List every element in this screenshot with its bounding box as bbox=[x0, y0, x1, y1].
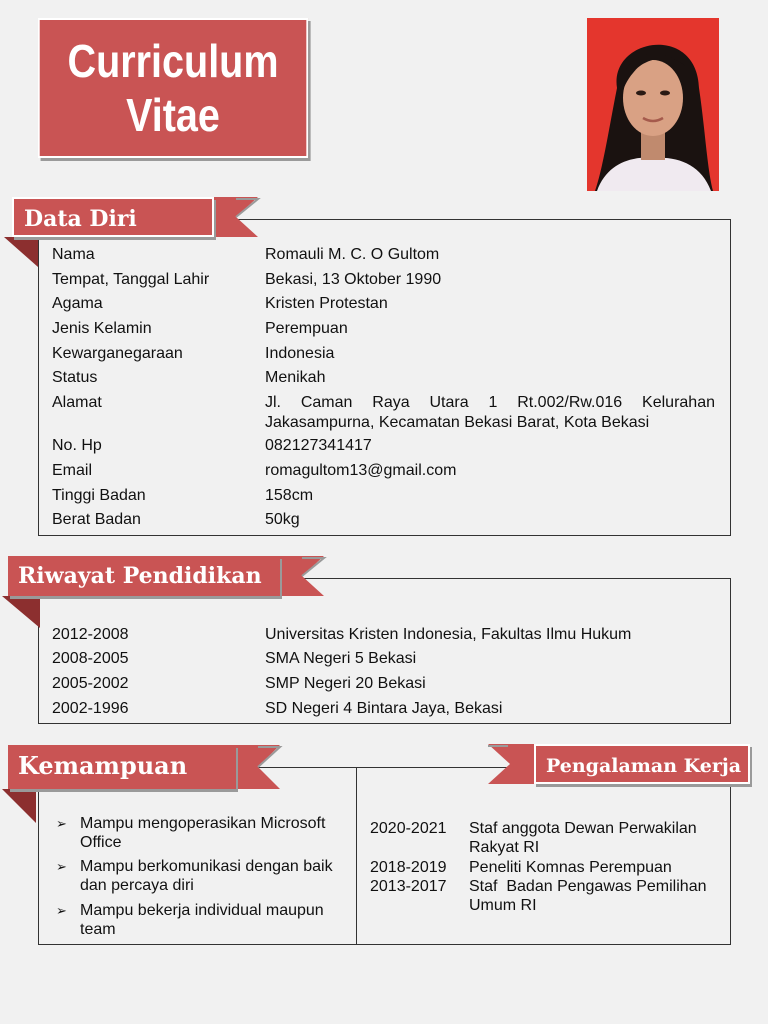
title-line-2: Vitae bbox=[126, 89, 220, 141]
field-label: Agama bbox=[52, 295, 103, 312]
skill-text: Mampu bekerja individual maupun team bbox=[80, 902, 324, 938]
field-label: Tinggi Badan bbox=[52, 487, 146, 504]
field-value: Jl. Caman Raya Utara 1 Rt.002/Rw.016 Kelurahan Jakasampurna, Kecamatan Bekasi Barat, Kota Bekasi bbox=[265, 394, 715, 431]
field-value: Menikah bbox=[265, 369, 326, 386]
exp-desc: Staf Badan Pengawas Pemilihan Umum RI bbox=[469, 878, 711, 914]
edu-years: 2002-1996 bbox=[52, 700, 129, 717]
kemampuan-title: Kemampuan bbox=[8, 745, 236, 789]
field-label: Berat Badan bbox=[52, 511, 141, 528]
field-label: No. Hp bbox=[52, 437, 102, 454]
skill-text: Mampu berkomunikasi dengan baik dan percaya diri bbox=[80, 858, 333, 894]
field-value: 158cm bbox=[265, 487, 314, 504]
exp-desc: Staf anggota Dewan Perwakilan Rakyat RI bbox=[469, 820, 697, 856]
ribbon-fold bbox=[2, 779, 46, 859]
field-label: Nama bbox=[52, 246, 95, 263]
field-label: Tempat, Tanggal Lahir bbox=[52, 271, 210, 288]
edu-years: 2008-2005 bbox=[52, 650, 129, 667]
field-value: Indonesia bbox=[265, 345, 335, 362]
field-label: Jenis Kelamin bbox=[52, 320, 152, 337]
ribbon-fold bbox=[2, 586, 46, 656]
edu-years: 2012-2008 bbox=[52, 626, 129, 643]
field-value: 50kg bbox=[265, 511, 300, 528]
ribbon-tail bbox=[230, 745, 310, 793]
field-value: Bekasi, 13 Oktober 1990 bbox=[265, 271, 442, 288]
ribbon-tail bbox=[208, 197, 288, 241]
exp-years: 2020-2021 bbox=[370, 820, 447, 837]
pendidikan-title: Riwayat Pendidikan bbox=[8, 556, 280, 596]
ribbon-tail bbox=[274, 556, 354, 600]
title-line-1: Curriculum bbox=[67, 35, 279, 87]
edu-school: SMA Negeri 5 Bekasi bbox=[265, 650, 417, 667]
edu-school: Universitas Kristen Indonesia, Fakultas Ilmu Hukum bbox=[265, 626, 632, 643]
bullet-arrow-icon: ➢ bbox=[56, 816, 67, 831]
field-value: Perempuan bbox=[265, 320, 348, 337]
profile-photo bbox=[587, 18, 719, 191]
pengalaman-title: Pengalaman Kerja bbox=[534, 744, 750, 784]
field-label: Status bbox=[52, 369, 98, 386]
edu-school: SMP Negeri 20 Bekasi bbox=[265, 675, 426, 692]
field-value: 082127341417 bbox=[265, 437, 372, 454]
exp-years: 2013-2017 bbox=[370, 878, 447, 895]
exp-desc: Peneliti Komnas Perempuan bbox=[469, 859, 672, 876]
bullet-arrow-icon: ➢ bbox=[56, 903, 67, 918]
exp-years: 2018-2019 bbox=[370, 859, 447, 876]
data-diri-title: Data Diri bbox=[12, 197, 214, 237]
column-divider bbox=[356, 767, 357, 945]
field-value: Kristen Protestan bbox=[265, 295, 388, 312]
field-label: Alamat bbox=[52, 394, 102, 411]
field-label: Email bbox=[52, 462, 93, 479]
bullet-arrow-icon: ➢ bbox=[56, 859, 67, 874]
field-label: Kewarganegaraan bbox=[52, 345, 183, 362]
field-value: Romauli M. C. O Gultom bbox=[265, 246, 440, 263]
field-value: romagultom13@gmail.com bbox=[265, 462, 457, 479]
skill-text: Mampu mengoperasikan Microsoft Office bbox=[80, 815, 326, 851]
title-banner bbox=[38, 18, 308, 158]
edu-years: 2005-2002 bbox=[52, 675, 129, 692]
edu-school: SD Negeri 4 Bintara Jaya, Bekasi bbox=[265, 700, 503, 717]
